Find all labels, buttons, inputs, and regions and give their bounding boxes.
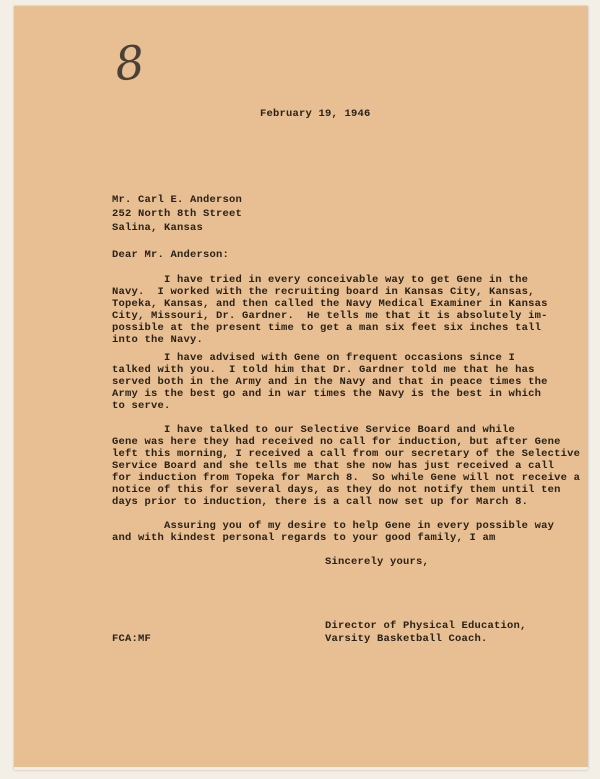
- body-line: Assuring you of my desire to help Gene in every possible way: [112, 520, 555, 532]
- signature-title-line-1: Director of Physical Education,: [325, 620, 527, 632]
- body-line: Gene was here they had received no call for induction, but after Gene: [112, 436, 561, 448]
- body-line: notice of this for several days, as they do not notify them until ten: [112, 484, 561, 496]
- body-line: into the Navy.: [112, 334, 204, 346]
- recipient-street: 252 North 8th Street: [112, 208, 243, 220]
- body-line: days prior to induction, there is a call now set up for March 8.: [112, 496, 529, 508]
- letter-date: February 19, 1946: [260, 108, 371, 120]
- signature-title-line-2: Varsity Basketball Coach.: [325, 633, 488, 645]
- body-line: I have tried in every conceivable way to get Gene in the: [112, 274, 529, 286]
- body-line: Service Board and she tells me that she now has just received a call: [112, 460, 555, 472]
- body-line: Army is the best go and in war times the Navy is the best in which: [112, 388, 542, 400]
- body-line: left this morning, I received a call from our secretary of the Selective: [112, 448, 581, 460]
- body-line: to serve.: [112, 400, 171, 412]
- recipient-name: Mr. Carl E. Anderson: [112, 194, 243, 206]
- salutation: Dear Mr. Anderson:: [112, 249, 230, 261]
- body-line: for induction from Topeka for March 8. So while Gene will not receive a: [112, 472, 581, 484]
- body-line: served both in the Army and in the Navy and that in peace times the: [112, 376, 548, 388]
- body-paragraph-2: [112, 352, 548, 412]
- body-paragraph-3: [112, 424, 580, 508]
- body-line: talked with you. I told him that Dr. Gardner told me that he has: [112, 364, 535, 376]
- body-line: possible at the present time to get a man six feet six inches tall: [112, 322, 542, 334]
- body-line: I have talked to our Selective Service Board and while: [112, 424, 516, 436]
- body-paragraph-4: [112, 520, 554, 544]
- closing: Sincerely yours,: [325, 556, 430, 568]
- body-line: Topeka, Kansas, and then called the Navy Medical Examiner in Kansas: [112, 298, 548, 310]
- body-line: City, Missouri, Dr. Gardner. He tells me that it is absolutely im-: [112, 310, 548, 322]
- recipient-city: Salina, Kansas: [112, 222, 204, 234]
- body-paragraph-1: [112, 274, 548, 346]
- typist-initials: FCA:MF: [112, 633, 152, 645]
- handwritten-page-number: 8: [112, 34, 148, 92]
- body-line: I have advised with Gene on frequent occasions since I: [112, 352, 516, 364]
- body-line: Navy. I worked with the recruiting board in Kansas City, Kansas,: [112, 286, 535, 298]
- body-line: and with kindest personal regards to your good family, I am: [112, 532, 496, 544]
